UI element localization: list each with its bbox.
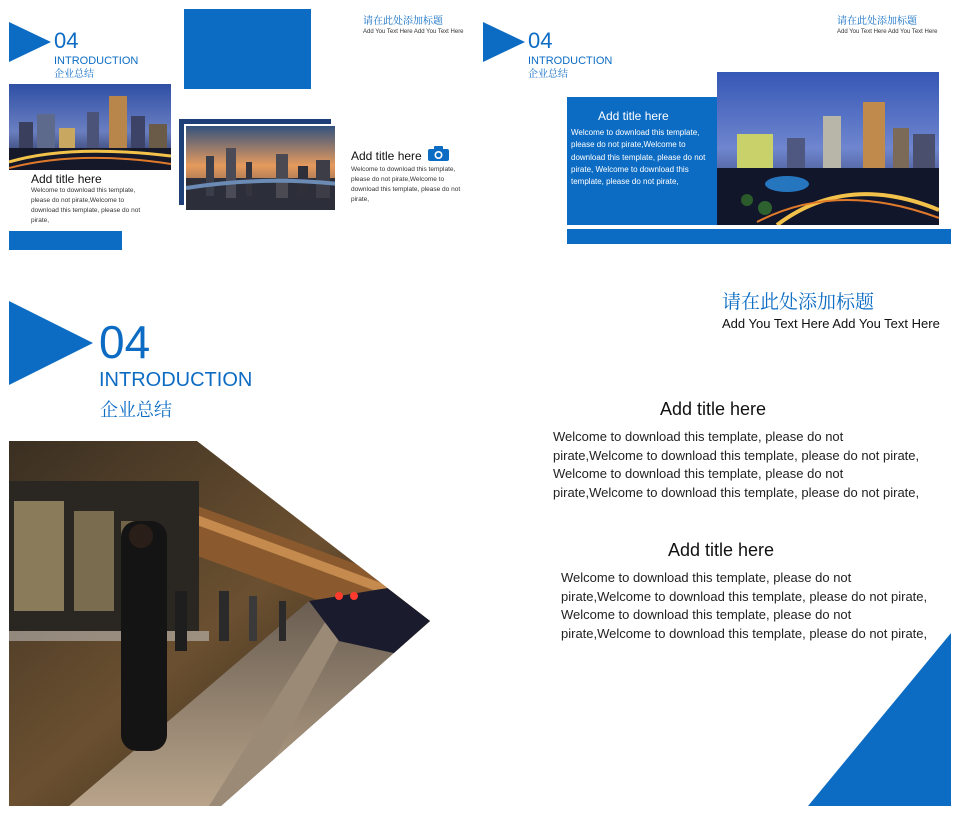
block1-line: pirate,Welcome to download this template, please do not pirate, xyxy=(553,484,920,500)
blue-bar xyxy=(567,229,951,244)
block1-line: Welcome to download this template, please do not xyxy=(553,429,844,444)
blue-bar xyxy=(9,231,122,250)
section-subtitle: 企业总结 xyxy=(54,69,94,80)
card-body: Welcome to download this template, please do not pirate,Welcome to download this template, please do not pirate, xyxy=(31,187,141,224)
section-subtitle: 企业总结 xyxy=(528,69,568,80)
city-night-photo-large xyxy=(717,72,939,225)
corner-triangle xyxy=(808,633,951,806)
sunset-city-photo xyxy=(184,124,337,212)
block1-line: Welcome to download this template, please do not xyxy=(553,466,844,481)
blue-block xyxy=(184,9,311,89)
block2-line: pirate,Welcome to download this template, please do not pirate, xyxy=(561,625,928,641)
right-card-body: Welcome to download this template, please do not pirate,Welcome to download this template, please do not pirate, xyxy=(351,166,461,203)
header-cn: 请在此处添加标题 xyxy=(722,292,875,313)
section-subtitle: 企业总结 xyxy=(100,400,172,420)
section-number: 04 xyxy=(54,28,79,53)
right-card-header xyxy=(351,146,449,166)
header-en: Add You Text Here Add You Text Here xyxy=(363,29,464,35)
section-intro: INTRODUCTION xyxy=(528,55,613,67)
section-number: 04 xyxy=(528,28,553,53)
right-card-title: Add title here xyxy=(351,149,422,163)
section-intro: INTRODUCTION xyxy=(99,369,253,391)
section-intro: INTRODUCTION xyxy=(54,55,139,67)
triangle-marker xyxy=(9,301,93,385)
city-night-photo xyxy=(9,84,171,170)
section-number: 04 xyxy=(99,316,151,368)
train-station-photo xyxy=(9,441,430,811)
header-cn: 请在此处添加标题 xyxy=(837,16,917,27)
header-en: Add You Text Here Add You Text Here xyxy=(837,29,938,35)
blue-text-card xyxy=(567,97,717,225)
block2-line: Welcome to download this template, please do not xyxy=(561,607,852,622)
card-title: Add title here xyxy=(31,172,102,186)
block2-line: Welcome to download this template, please do not xyxy=(561,570,852,585)
block1-body xyxy=(553,428,943,502)
block2-line: pirate,Welcome to download this template, please do not pirate, xyxy=(561,588,928,604)
block1-title: Add title here xyxy=(660,399,767,419)
header-en: Add You Text Here Add You Text Here xyxy=(722,316,940,331)
block1-line: pirate,Welcome to download this template, please do not pirate, xyxy=(553,447,920,463)
camera-icon xyxy=(428,146,449,166)
triangle-marker xyxy=(483,22,525,62)
block2-title: Add title here xyxy=(668,540,775,560)
triangle-marker xyxy=(9,22,51,62)
block2-body xyxy=(561,569,951,643)
card-body: Welcome to download this template, please do not pirate,Welcome to download this template, please do not pirate, Welcome to download this template, please do not pirate, xyxy=(571,128,706,187)
header-cn: 请在此处添加标题 xyxy=(363,16,443,27)
card-title: Add title here xyxy=(598,109,669,123)
